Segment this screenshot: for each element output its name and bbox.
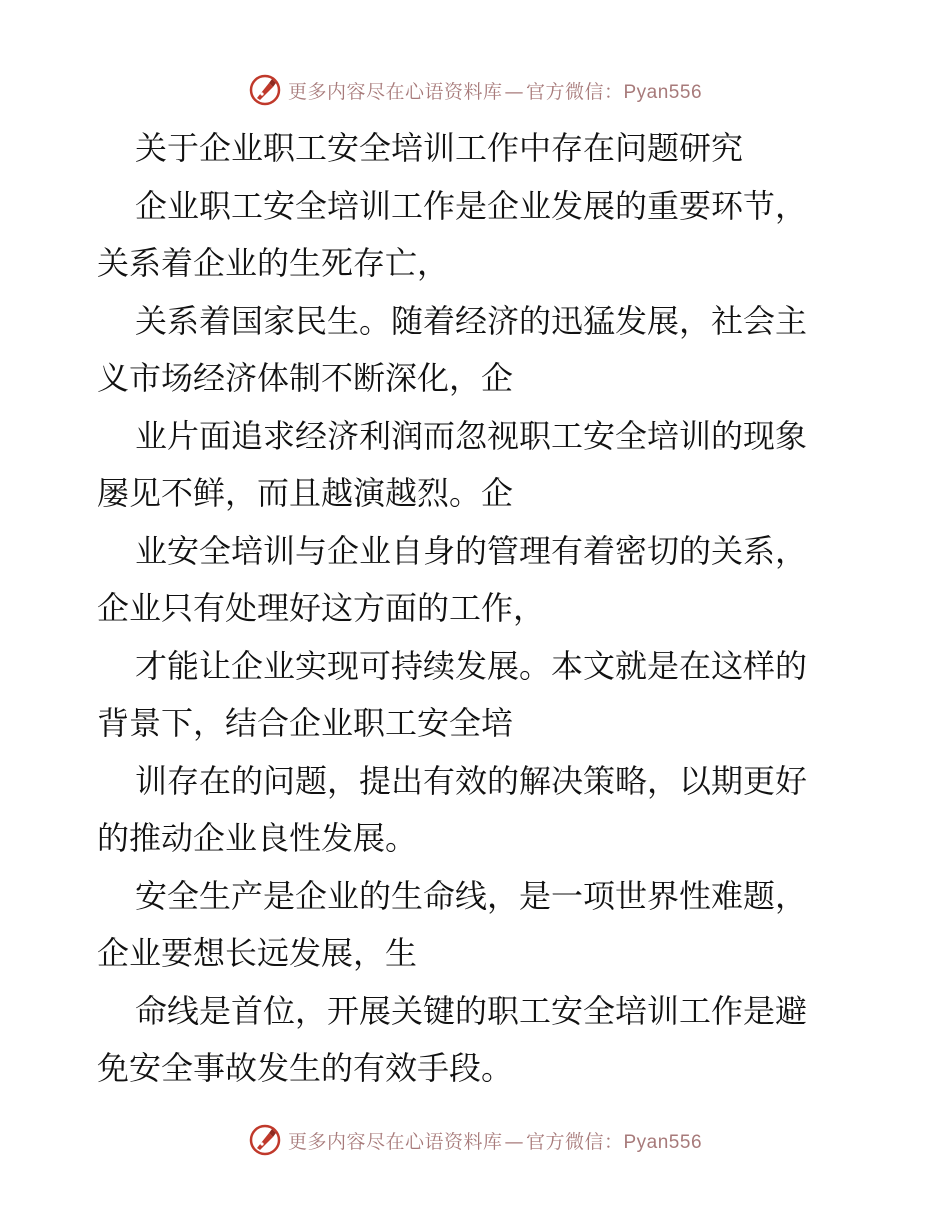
footer-dash: —: [504, 1130, 524, 1153]
pen-nib-logo-icon: [248, 1123, 282, 1157]
document-body: [97, 120, 857, 1098]
footer-banner[interactable]: [0, 1120, 950, 1160]
paragraph-line: 企业只有处理好这方面的工作，: [97, 589, 546, 627]
header-banner[interactable]: [0, 70, 950, 110]
header-dash: —: [504, 80, 524, 103]
paragraph-line: 命线是首位，开展关键的职工安全培训工作是避: [135, 991, 808, 1030]
paragraph-line: 关系着企业的生死存亡，: [97, 244, 450, 282]
footer-site-text: 更多内容尽在心语资料库: [287, 1130, 503, 1153]
header-wechat-label: 官方微信：: [525, 80, 624, 103]
paragraph-line: 的推动企业良性发展。: [97, 819, 418, 857]
paragraph-line: 训存在的问题，提出有效的解决策略，以期更好: [135, 761, 808, 800]
paragraph-line: 企业要想长远发展，生: [97, 934, 418, 972]
header-wechat-id: Pyan556: [623, 81, 703, 103]
header-banner-text: [288, 77, 702, 104]
paragraph-line: 免安全事故发生的有效手段。: [97, 1049, 514, 1087]
paragraph-line: 屡见不鲜，而且越演越烈。企: [97, 474, 514, 512]
paragraph-line: 关系着国家民生。随着经济的迅猛发展，社会主: [135, 301, 808, 340]
footer-wechat-id: Pyan556: [623, 1131, 703, 1153]
pen-nib-logo-icon: [248, 73, 282, 107]
paragraph-line: 业安全培训与企业自身的管理有着密切的关系，: [135, 531, 808, 570]
paragraph-line: 才能让企业实现可持续发展。本文就是在这样的: [135, 646, 808, 685]
paragraph-line: 义市场经济体制不断深化，企: [97, 359, 514, 397]
header-site-text: 更多内容尽在心语资料库: [287, 80, 503, 103]
paragraph-line: 背景下，结合企业职工安全培: [97, 704, 514, 742]
footer-wechat-label: 官方微信：: [525, 1130, 624, 1153]
paragraph-line: 业片面追求经济利润而忽视职工安全培训的现象: [135, 416, 808, 455]
document-title: 关于企业职工安全培训工作中存在问题研究: [135, 129, 744, 167]
paragraph-line: 安全生产是企业的生命线，是一项世界性难题，: [135, 876, 808, 915]
paragraph-line: 企业职工安全培训工作是企业发展的重要环节，: [135, 186, 808, 225]
footer-banner-text: [288, 1127, 702, 1154]
